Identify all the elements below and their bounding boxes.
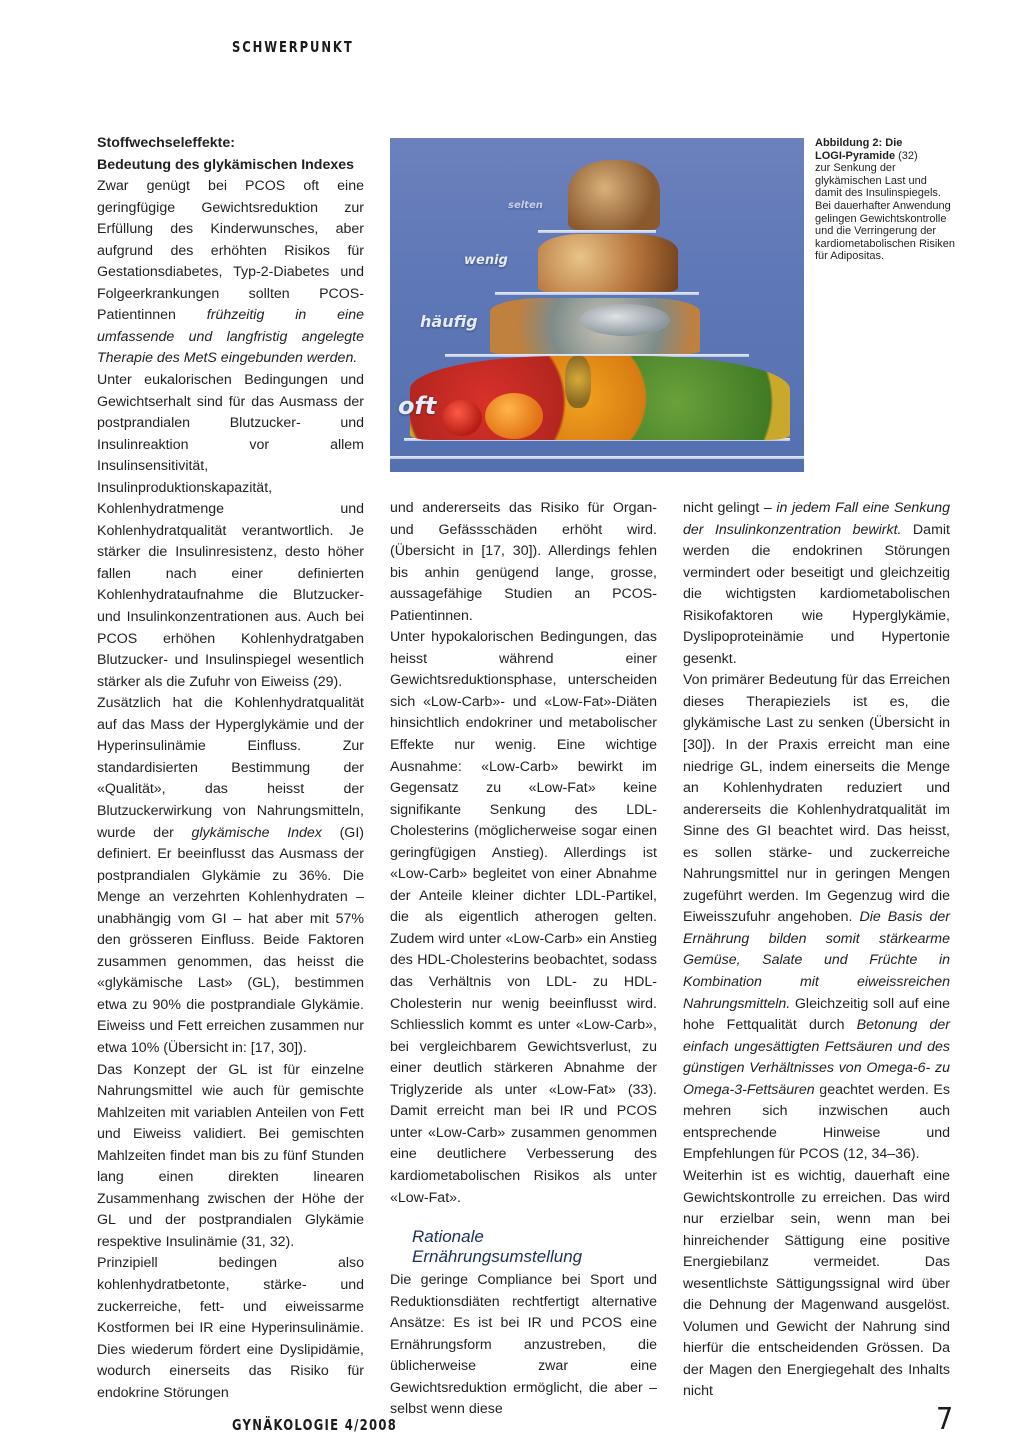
emphasis: in jedem Fall eine Senkung der Insulinkonzentration bewirkt. — [683, 500, 950, 538]
pineapple — [565, 356, 591, 408]
text-run: Zwar genügt bei PCOS oft eine geringfügige Gewichtsreduktion zur Erfüllung des Kinderwunsches, aber aufgrund des erhöhten Risikos für Gestationsdiabetes, Typ-2-Diabetes und Folgeerkrankungen sollten PCOS-Patientinnen — [97, 178, 364, 324]
paragraph: Unter eukalorischen Bedingungen und Gewichtserhalt sind für das Ausmass der postprandialen Blutzucker- und Insulinreaktion vor allem Insulinsensitivität, Insulinproduktionskapazität, Kohlenhydratmenge und Kohlenhydratqualität verantwortlich. Je stärker die Insulinresistenz, desto höher fallen nach einer definierten Kohlenhydrataufnahme die Blutzucker- und Insulinkonzentrationen aus. Auch bei PCOS erhöhen Kohlenhydratgaben Blutzucker- und Insulinspiegel wesentlich stärker als die Zufuhr von Eiweiss (29). — [97, 372, 364, 690]
pyramid-step — [538, 230, 656, 233]
paragraph — [97, 176, 364, 370]
paragraph: Prinzipiell bedingen also kohlenhydratbetonte, stärke- und zuckerreiche, fett- und eiweissarme Kostformen bei IR eine Hyperinsulinämie. Dies wiederum fördert eine Dyslipidämie, wodurch einerseits das Risiko für endokrine Störungen — [97, 1255, 364, 1401]
caption-title: Abbildung 2: Die — [815, 137, 903, 149]
level-label-haeufig: häufig — [420, 312, 478, 331]
emphasis: Die Basis der Ernährung bilden somit stärkearme Gemüse, Salate und Früchte in Kombination mit eiweissreichen Nahrungsmitteln. — [683, 909, 950, 1012]
emphasis: glykämische Index — [191, 824, 322, 841]
logi-pyramid-figure — [390, 138, 804, 472]
level-label-selten: selten — [508, 200, 543, 211]
level-label-wenig: wenig — [464, 253, 508, 268]
paragraph: Weiterhin ist es wichtig, dauerhaft eine Gewichtskontrolle zu erreichen. Das wird nur erzielbar sein, wenn man bei hinreichender Sättigung eine positive Energiebilanz vermeidet. Das wesentlichste Sättigungssignal wird über die Dehnung der Magenwand ausgelöst. Volumen und Gewicht der Nahrung sind hierfür die entscheidenden Grössen. Da der Magen den Energiegehalt des Inhalts nicht — [683, 1167, 950, 1400]
paragraph: Das Konzept der GL ist für einzelne Nahrungsmittel wie auch für gemischte Mahlzeiten mit variablen Anteilen von Fett und Eiweiss validiert. Bei gemischten Mahlzeiten findet man bis zu fünf Stunden lang einen direkten linearen Zusammenhang zwischen der Höhe der GL und der postprandialen Glykämie respektive Insulinämie (31, 32). — [97, 1061, 364, 1250]
caption-title-line-2 — [815, 150, 955, 163]
section-label: SCHWERPUNKT — [232, 38, 354, 56]
paragraph: Die geringe Compliance bei Sport und Reduktionsdiäten rechtfertigt alternative Ansätze: Es ist bei IR und PCOS eine Ernährungsform anzustreben, die üblicherweise zwar eine Gewichtsreduktion ermöglicht, die aber – selbst wenn diese — [390, 1272, 657, 1418]
paragraph — [683, 498, 950, 670]
tomato — [442, 400, 482, 436]
paragraph: und andererseits das Risiko für Organ- und Gefässschäden erhöht wird. (Übersicht in [17, 30]). Allerdings fehlen bis anhin genügend lange, grosse, aussagefähige Studien an PCOS-Patientinnen. — [390, 500, 657, 624]
food-cluster-top — [568, 160, 660, 230]
level-label-oft: oft — [398, 392, 437, 420]
section-heading: Rationale Ernährungsumstellung — [412, 1227, 583, 1267]
caption-figure-name: LOGI-Pyramide — [815, 149, 896, 162]
page-number: 7 — [936, 1402, 954, 1437]
column-3 — [683, 498, 950, 1403]
text-run: geachtet werden. Es mehren sich inzwischen auch entsprechende Hinweise und Empfehlungen für PCOS (12, 34–36). — [683, 1081, 950, 1163]
food-cluster-second — [538, 234, 678, 292]
pyramid-step — [495, 292, 699, 295]
paragraph — [683, 670, 950, 1166]
paragraph — [97, 693, 364, 1059]
caption-body: zur Senkung der glykämischen Last und damit des Insulinspiegels. Bei dauerhafter Anwendung gelingen Gewichtskontrolle und die Verringerung der kardiometabolischen Risiken für Adipositas. — [815, 162, 956, 263]
emphasis: Betonung der einfach ungesättigten Fettsäuren und des günstigen Verhältnisses von Omega-6- zu Omega-3-Fettsäuren — [683, 1017, 950, 1098]
pumpkin — [485, 393, 543, 439]
journal-footer: GYNÄKOLOGIE 4/2008 — [232, 1416, 398, 1434]
text-run: Gleichzeitig soll auf eine hohe Fettqualität durch — [683, 995, 950, 1034]
caption-reference: (32) — [895, 149, 918, 162]
pyramid-step — [390, 456, 804, 459]
fish — [580, 304, 670, 336]
column-1 — [97, 133, 364, 1404]
text-run: (GI) definiert. Er beeinflusst das Ausmass der postprandialen Glykämie zu 36%. Die Menge an verzehrten Kohlenhydraten – unabhängig vom GI – hat aber mit 57% den grösseren Einfluss. Beide Faktoren zusammen genommen, das heisst die «glykämische Last» (GL), bestimmen etwa zu 90% die postprandiale Glykämie. Eiweiss und Fett erreichen zusammen nur etwa 10% (Übersicht in: [17, 30]). — [97, 824, 364, 1056]
text-run: Von primärer Bedeutung für das Erreichen dieses Therapieziels ist es, die glykämische Last zu senken (Übersicht in [30]). In der Praxis erreicht man eine niedrige GL, indem einerseits die Menge an Kohlenhydraten reduziert und andererseits die Kohlenhydratqualität im Sinne des GI beachtet wird. Das heisst, es sollen stärke- und zuckerreiche Nahrungsmittel nur in geringen Mengen zugeführt werden. Im Gegenzug wird die Eiweisszufuhr angehoben. — [683, 672, 950, 926]
column-2 — [390, 498, 657, 1421]
subheading-line-2: Bedeutung des glykämischen Indexes — [97, 156, 355, 173]
emphasis: frühzeitig in eine umfassende und langfristig angelegte Therapie des MetS eingebunden werden. — [97, 307, 364, 367]
text-run: Zusätzlich hat die Kohlenhydratqualität auf das Mass der Hyperglykämie und der Hyperinsulinämie Einfluss. Zur standardisierten Bestimmung der «Qualität», das heisst der Blutzuckerwirkung von Nahrungsmitteln, wurde der — [97, 695, 364, 841]
paragraph: Unter hypokalorischen Bedingungen, das heisst während einer Gewichtsreduktionsphase, unterscheiden sich «Low-Carb»- und «Low-Fat»-Diäten hinsichtlich endokriner und metabolischer Effekte nur wenig. Eine wichtige Ausnahme: «Low-Carb» bewirkt im Gegensatz zu «Low-Fat» keine signifikante Senkung des LDL-Cholesterins (möglicherweise sogar einen geringfügigen Anstieg). Allerdings ist «Low-Carb» begleitet von einer Abnahme der Anteile kleiner dichter LDL-Partikel, die als eigentlich atherogen gelten. Zudem wird unter «Low-Carb» ein Anstieg des HDL-Cholesterins beobachtet, sodass das Verhältnis von LDL- zu HDL-Cholesterin nur wenig beeinflusst wird. Schliesslich kommt es unter «Low-Carb», bei vergleichbarem Gewichtsverlust, zu einer deutlich stärkeren Abnahme der Triglyzeride als unter «Low-Fat» (33). Damit erreicht man bei IR und PCOS unter «Low-Carb» zusammen genommen eine deutlichere Verbesserung des kardiometabolischen Risikos als unter «Low-Fat». — [390, 629, 657, 1206]
text-run: Damit werden die endokrinen Störungen vermindert oder beseitigt und gleichzeitig die wichtigsten kardiometabolischen Risikofaktoren wie Hyperglykämie, Dyslipoproteinämie und Hypertonie gesenkt. — [683, 521, 950, 667]
figure-caption — [815, 137, 955, 263]
subheading-line-1: Stoffwechseleffekte: — [97, 135, 235, 151]
text-run: nicht gelingt – — [683, 500, 777, 516]
